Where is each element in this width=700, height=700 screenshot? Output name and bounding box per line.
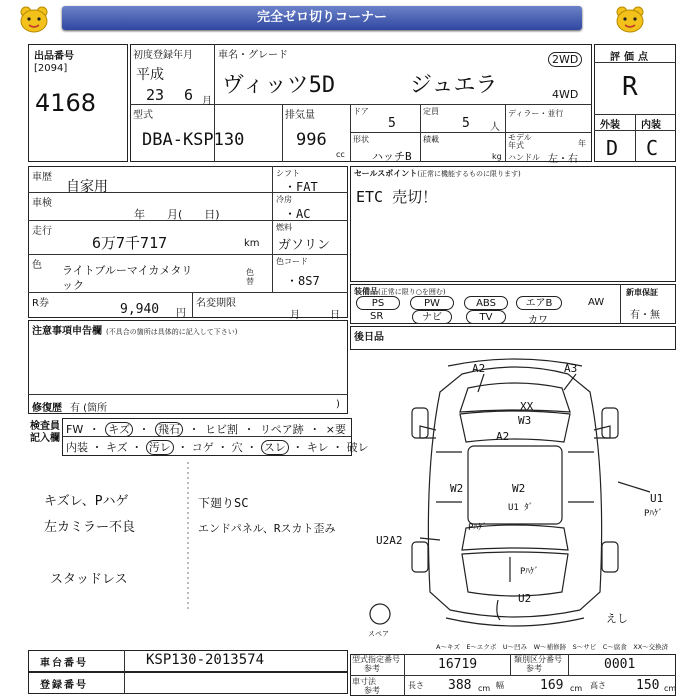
color-label: 色 [32,260,42,271]
length-unit: cm [478,684,491,693]
title-deadline-day: 日 [330,310,340,321]
mileage-label: 走行 [32,226,52,237]
car-label: 車名・グレード [218,50,288,61]
recycle-value: 9,940 [120,302,160,317]
diagram-mark-a2-top: A2 [472,362,486,375]
history-value: 自家用 [66,179,108,195]
inspection-value: 年 月( 日) [134,208,220,221]
handle-label: ハンドル [508,153,540,162]
shift-label: シフト [276,169,300,178]
color-value-1: ライトブルーマイカメタリ [62,264,193,277]
width-unit: cm [570,684,583,693]
color-value-2: ック [62,279,84,292]
diagram-mark-a3: A3 [564,362,578,375]
diagram-mark-u2a2: U2A2 [376,534,403,547]
aircon-value: ・AC [284,207,311,221]
inspector-row-1: FW ・ キズ ・ 飛石 ・ ヒビ割 ・ リペア跡 ・ ×要 [66,423,346,436]
load-unit: kg [492,152,502,161]
diagram-legend: A～キズ E～エクボ U～凹み W～補修跡 S～サビ C～腐食 XX～交換済 [436,643,669,651]
recycle-label: R券 [32,298,49,309]
mileage-value: 6万7千717 [92,234,168,252]
capacity-value: 5 [462,116,470,131]
recycle-unit: 円 [176,308,186,319]
diagram-mark-a2-mid: A2 [496,430,510,443]
width-value: 169 [540,678,564,693]
equip-abs: ABS [464,296,508,310]
color-swap-label: 色替 [246,268,254,286]
diagram-mark-phage-right: Pﾊｹﾞ [644,509,663,519]
equip-leather: カワ [528,315,548,326]
displacement-value: 996 [296,130,327,150]
registration-era: 平成 [136,67,164,83]
caution-label: 注意事項申告欄 (不具合の箇所は具体的に記入して下さい) [32,326,238,337]
lot-number: 4168 [35,89,97,117]
shape-value: ハッチB [372,150,412,163]
title-deadline-label: 名変期限 [196,298,236,309]
length-label: 長さ [408,681,424,690]
registration-label: 初度登録年月 [133,50,193,61]
equip-ps: PS [356,296,400,310]
exterior-value: D [606,136,619,160]
diagram-mark-u1-roof: U1 ﾀﾞ [508,503,534,513]
sales-point-box [350,166,676,282]
color-code-label: 色コード [276,257,308,266]
dealer-label: ディラー・並行 [508,109,564,118]
header-bar [62,6,582,30]
lot-box [28,44,128,162]
new-warranty-value: 有・無 [630,310,660,321]
car-damage-diagram [350,352,676,638]
diagram-spare-label: スペア [368,630,389,638]
equip-aw: AW [588,297,605,308]
sales-point-text: ETC 売切！ [356,188,438,206]
equip-tv: TV [466,310,506,324]
type-designation-value: 16719 [438,657,478,672]
history-label: 車歴 [32,172,52,183]
length-value: 388 [448,678,472,693]
drive-4wd: 4WD [552,88,579,101]
dimensions-label: 車寸法 参考 [352,677,380,695]
inspection-label: 車検 [32,198,52,209]
model-value: DBA-KSP130 [142,130,245,150]
shift-value: ・FAT [284,180,318,194]
inspector-row-2: 内装 ・ キズ ・ 汚レ ・ コゲ ・ 穴 ・ スレ ・ キレ ・ 破レ [66,441,369,454]
sales-point-label: セールスポイント(正常に機能するものに限ります) [354,169,521,178]
mileage-unit: km [244,238,260,249]
interior-value: C [646,136,659,160]
delivery-box [350,326,676,350]
registration-month-unit: 月 [202,96,212,107]
height-value: 150 [636,678,660,693]
equip-pw: PW [410,296,454,310]
exterior-label: 外装 [600,120,620,131]
rating-value: R [622,72,638,102]
doors-value: 5 [388,116,396,131]
capacity-unit: 人 [490,122,500,133]
color-code-value: ・8S7 [286,274,320,288]
capacity-label: 定員 [423,107,439,116]
repair-close: ) [336,399,340,410]
title-deadline-month: 月 [290,310,300,321]
fuel-label: 燃料 [276,223,292,232]
note-line-2a: 左カミラー不良 [44,520,136,535]
diagram-mark-w3: W3 [518,414,532,427]
model-year-label: モデル年式 [508,133,532,150]
fuel-value: ガソリン [278,238,331,253]
height-label: 高さ [590,681,606,690]
displacement-unit: cc [336,150,345,159]
car-grade: ジュエラ [410,73,498,98]
chassis-value: KSP130-2013574 [146,652,265,668]
equipment-label: 装備品(正常に限り○を囲む) [354,287,446,296]
diagram-mark-u1-right: U1 [650,492,664,505]
diagram-mark-phage-rear: Pﾊｹﾞ [520,567,539,577]
car-name: ヴィッツ5D [222,73,336,98]
shape-label: 形状 [353,135,369,144]
category-number-label: 類別区分番号 参考 [514,655,562,673]
drive-2wd: 2WD [548,52,582,67]
type-designation-label: 型式指定番号 参考 [352,655,400,673]
model-label: 型式 [133,110,153,121]
note-line-3: スタッドレス [50,572,128,587]
inspector-label: 検査員記入欄 [30,421,60,444]
lot-sub: [2094] [34,63,68,74]
repair-label: 修復歴 有 (箇所 [32,403,108,414]
load-label: 積載 [423,135,439,144]
width-label: 幅 [496,681,504,690]
chassis-label: 車台番号 [40,658,88,669]
note-line-1a: キズレ、Pハゲ [44,494,129,509]
equip-navi: ナビ [412,310,452,324]
header-title: 完全ゼロ切りコーナー [256,10,387,25]
delivery-label: 後日品 [354,332,384,343]
notes-dotted-guides-icon [180,462,340,612]
diagram-mark-eshi: えし [606,612,628,625]
doors-label: ドア [353,107,369,116]
height-unit: cm [664,684,677,693]
mascot-left-icon [14,4,54,34]
interior-label: 内装 [641,120,661,131]
reg-number-label: 登録番号 [40,680,88,691]
new-warranty-label: 新車保証 [626,288,658,297]
note-line-2b: エンドパネル、Rスカト歪み [198,522,336,535]
registration-month: 6 [184,86,194,104]
category-number-value: 0001 [604,657,636,672]
diagram-mark-w2-left: W2 [450,482,464,495]
diagram-mark-xx: XX [520,400,534,413]
diagram-mark-w2-roof: W2 [512,482,526,495]
model-year-unit: 年 [578,139,586,148]
lot-label: 出品番号 [34,51,74,62]
registration-year: 23 [146,86,165,104]
diagram-mark-phage-left: Pﾊｹﾞ [468,523,487,533]
diagram-mark-u2: U2 [518,592,532,605]
mascot-right-icon [610,4,650,34]
equip-sr: SR [370,311,384,322]
equip-airbag: エアB [516,296,562,310]
displacement-label: 排気量 [285,110,315,121]
rating-label: 評価点 [610,52,652,63]
aircon-label: 冷房 [276,195,292,204]
note-line-1b: 下廻りSC [198,496,249,510]
handle-value: 左・右 [548,154,578,165]
